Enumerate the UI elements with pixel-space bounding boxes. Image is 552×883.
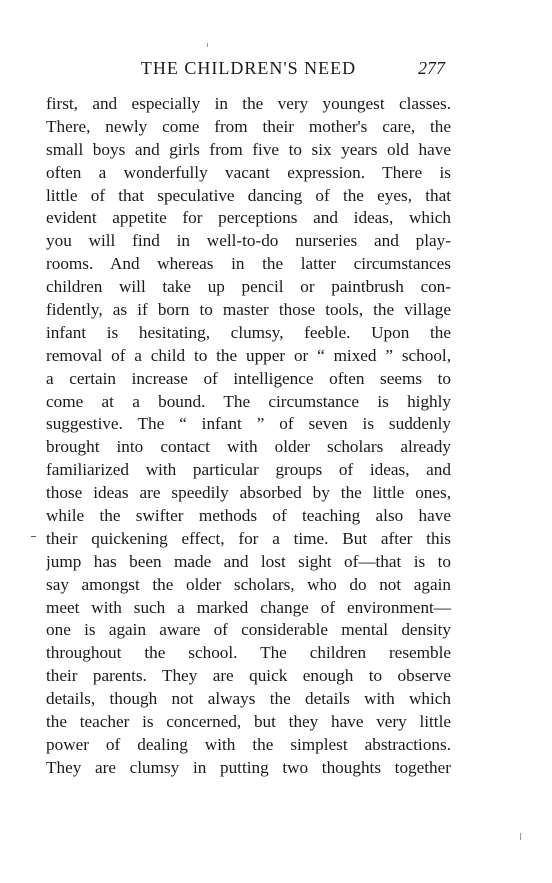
text-line: say amongst the older scholars, who do not again [46, 574, 451, 594]
text-line: familiarized with particular groups of ideas, and [46, 460, 451, 480]
text-line: brought into contact with older scholars already [46, 437, 451, 457]
text-line: often a wonderfully vacant expression. There is [46, 162, 451, 182]
text-line: throughout the school. The children resemble [46, 643, 451, 663]
text-line: removal of a child to the upper or “ mixed ” school, [46, 345, 451, 365]
running-head [46, 58, 451, 84]
text-line: jump has been made and lost sight of—that is to [46, 551, 451, 571]
text-line: one is again aware of considerable mental density [46, 620, 451, 640]
text-line: while the swifter methods of teaching also have [46, 506, 451, 526]
body-text [46, 93, 451, 780]
text-line: come at a bound. The circumstance is highly [46, 391, 451, 411]
text-line: children will take up pencil or paintbrush con- [46, 277, 451, 297]
margin-mark [31, 536, 36, 537]
text-line: those ideas are speedily absorbed by the little ones, [46, 483, 451, 503]
text-line: rooms. And whereas in the latter circumstances [46, 254, 451, 274]
text-line: suggestive. The “ infant ” of seven is suddenly [46, 414, 451, 434]
text-line: meet with such a marked change of environment— [46, 597, 451, 617]
page-number: 277 [418, 58, 445, 78]
text-line: their parents. They are quick enough to observe [46, 666, 451, 686]
text-line: their quickening effect, for a time. But after this [46, 528, 451, 548]
text-line: small boys and girls from five to six years old have [46, 139, 451, 159]
text-line: little of that speculative dancing of the eyes, that [46, 185, 451, 205]
text-line: They are clumsy in putting two thoughts together [46, 757, 451, 777]
text-line: evident appetite for perceptions and ideas, which [46, 208, 451, 228]
text-line: power of dealing with the simplest abstractions. [46, 734, 451, 754]
running-head-title: THE CHILDREN'S NEED [140, 58, 357, 78]
text-line: fidently, as if born to master those tools, the village [46, 300, 451, 320]
text-line: details, though not always the details with which [46, 689, 451, 709]
text-line: you will find in well-to-do nurseries and play- [46, 231, 451, 251]
text-line: the teacher is concerned, but they have very little [46, 712, 451, 732]
text-line: infant is hesitating, clumsy, feeble. Upon the [46, 322, 451, 342]
print-speck [520, 833, 521, 840]
text-line: a certain increase of intelligence often seems to [46, 368, 451, 388]
text-line: There, newly come from their mother's care, the [46, 116, 451, 136]
print-speck [207, 43, 208, 47]
text-line: first, and especially in the very youngest classes. [46, 94, 451, 113]
